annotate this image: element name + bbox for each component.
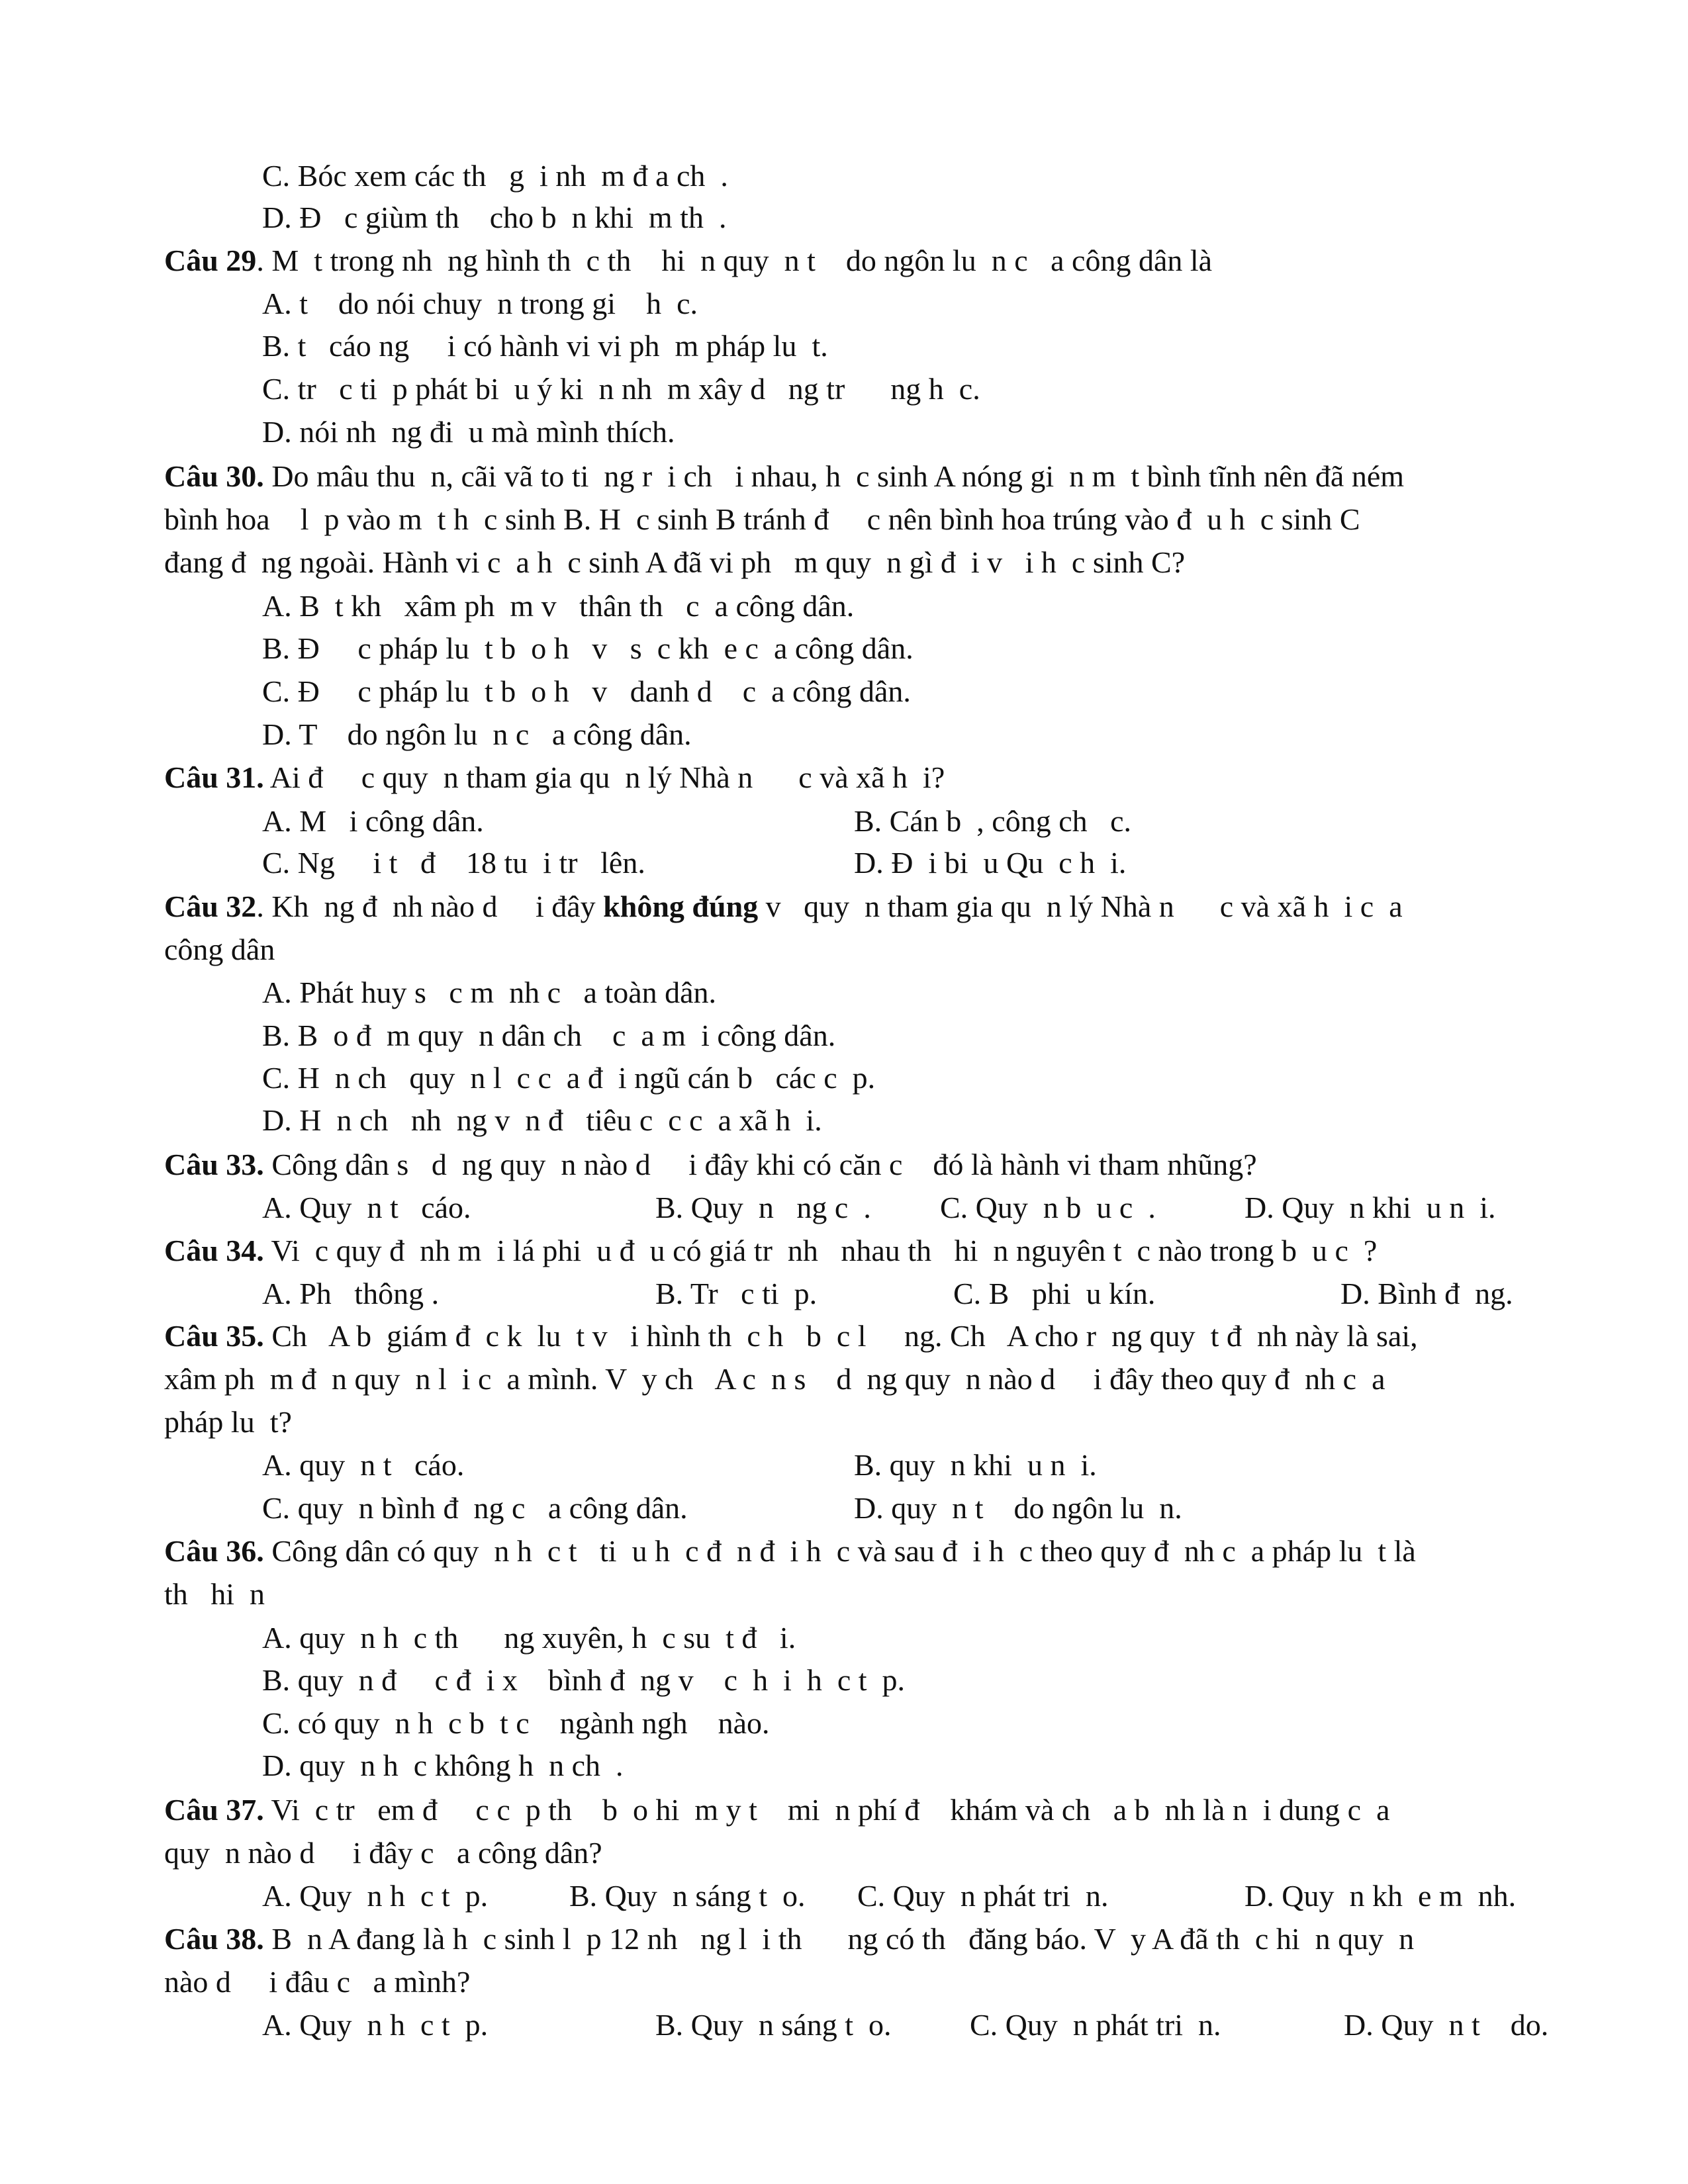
question-37 (164, 1795, 1390, 1825)
option-30d: D. T do ngôn lu n c a công dân. (262, 717, 692, 751)
question-34 (164, 1236, 1377, 1266)
question-text: Công dân s d ng quy n nào d i đây khi có căn c đó là hành vi tham nhũng? (263, 1148, 1257, 1181)
question-text: B n A đang là h c sinh l p 12 nh ng l i th ng có th đăng báo. V y A đã th c hi n quy n (263, 1922, 1415, 1956)
option-37b: B. Quy n sáng t o. (569, 1879, 806, 1913)
option-31c: C. Ng i t đ 18 tu i tr lên. (262, 846, 645, 880)
question-text: Ch A b giám đ c k lu t v i hình th c h b c l ng. Ch A cho r ng quy t đ nh này là sai, (263, 1319, 1418, 1353)
question-text: Vi c tr em đ c c p th b o hi m y t mi n phí đ khám và ch a b nh là n i dung c a (263, 1793, 1390, 1827)
option-32c: C. H n ch quy n l c c a đ i ngũ cán b các c p. (262, 1061, 876, 1095)
question-text: . M t trong nh ng hình th c th hi n quy n t do ngôn lu n c a công dân là (256, 244, 1213, 277)
option-38a: A. Quy n h c t p. (262, 2008, 489, 2042)
question-38 (164, 1924, 1414, 1954)
question-text: Ai đ c quy n tham gia qu n lý Nhà n c và xã h i? (263, 760, 945, 794)
question-35-cont-2: pháp lu t? (164, 1405, 292, 1439)
option-36a: A. quy n h c th ng xuyên, h c su t đ i. (262, 1621, 796, 1655)
option-36d: D. quy n h c không h n ch . (262, 1749, 624, 1782)
option-31b: B. Cán b , công ch c. (854, 804, 1132, 838)
question-36 (164, 1536, 1416, 1567)
option-37a: A. Quy n h c t p. (262, 1879, 489, 1913)
option-31d: D. Đ i bi u Qu c h i. (854, 846, 1127, 880)
option-37c: C. Quy n phát tri n. (857, 1879, 1109, 1913)
question-29 (164, 246, 1212, 276)
option-30c: C. Đ c pháp lu t b o h v danh d c a công dân. (262, 674, 911, 708)
option-35c: C. quy n bình đ ng c a công dân. (262, 1491, 688, 1525)
option-38d: D. Quy n t do. (1344, 2008, 1549, 2042)
question-30 (164, 461, 1404, 492)
question-35-cont-1: xâm ph m đ n quy n l i c a mình. V y ch A c n s d ng quy n nào d i đây theo quy đ nh c a (164, 1362, 1385, 1396)
option-28d: D. Đ c giùm th cho b n khi m th . (262, 201, 727, 234)
question-text: Do mâu thu n, cãi vã to ti ng r i ch i nhau, h c sinh A nóng gi n m t bình tĩnh nên đã ném (263, 459, 1405, 493)
question-text: . Kh ng đ nh nào d i đây không đúng v quy n tham gia qu n lý Nhà n c và xã h i c a (256, 889, 1403, 923)
question-label: Câu 31. (164, 760, 264, 794)
question-label: Câu 30. (164, 459, 264, 493)
question-label: Câu 33. (164, 1148, 264, 1181)
question-32 (164, 891, 1403, 922)
option-34d: D. Bình đ ng. (1340, 1277, 1513, 1310)
option-36c: C. có quy n h c b t c ngành ngh nào. (262, 1706, 770, 1740)
option-33a: A. Quy n t cáo. (262, 1191, 471, 1224)
question-label: Câu 29 (164, 244, 257, 277)
option-38c: C. Quy n phát tri n. (970, 2008, 1221, 2042)
question-label: Câu 37. (164, 1793, 264, 1827)
question-38-cont: nào d i đâu c a mình? (164, 1965, 471, 1999)
option-32d: D. H n ch nh ng v n đ tiêu c c c a xã h i. (262, 1103, 822, 1137)
option-29c: C. tr c ti p phát bi u ý ki n nh m xây d ng tr ng h c. (262, 372, 980, 406)
option-38b: B. Quy n sáng t o. (655, 2008, 892, 2042)
option-35a: A. quy n t cáo. (262, 1448, 465, 1482)
option-29b: B. t cáo ng i có hành vi vi ph m pháp lu t. (262, 329, 828, 363)
question-label: Câu 35. (164, 1319, 264, 1353)
question-31 (164, 762, 945, 793)
question-35 (164, 1321, 1418, 1351)
question-label: Câu 34. (164, 1234, 264, 1267)
option-37d: D. Quy n kh e m nh. (1244, 1879, 1517, 1913)
question-37-cont: quy n nào d i đây c a công dân? (164, 1836, 602, 1870)
question-label: Câu 38. (164, 1922, 264, 1956)
option-34c: C. B phi u kín. (953, 1277, 1156, 1310)
question-label: Câu 32 (164, 889, 257, 923)
option-35b: B. quy n khi u n i. (854, 1448, 1097, 1482)
option-29a: A. t do nói chuy n trong gi h c. (262, 287, 698, 320)
option-33c: C. Quy n b u c . (940, 1191, 1156, 1224)
question-32-cont: công dân (164, 933, 275, 966)
option-36b: B. quy n đ c đ i x bình đ ng v c h i h c t p. (262, 1663, 906, 1697)
option-34b: B. Tr c ti p. (655, 1277, 818, 1310)
question-33 (164, 1150, 1257, 1180)
option-32a: A. Phát huy s c m nh c a toàn dân. (262, 976, 717, 1009)
question-36-cont: th hi n (164, 1577, 265, 1611)
option-35d: D. quy n t do ngôn lu n. (854, 1491, 1182, 1525)
option-32b: B. B o đ m quy n dân ch c a m i công dân. (262, 1019, 836, 1052)
option-28c: C. Bóc xem các th g i nh m đ a ch . (262, 159, 728, 193)
option-29d: D. nói nh ng đi u mà mình thích. (262, 415, 675, 449)
option-30a: A. B t kh xâm ph m v thân th c a công dân. (262, 589, 855, 623)
question-30-cont-1: bình hoa l p vào m t h c sinh B. H c sinh B tránh đ c nên bình hoa trúng vào đ u h c sinh C (164, 502, 1360, 536)
question-30-cont-2: đang đ ng ngoài. Hành vi c a h c sinh A đã vi ph m quy n gì đ i v i h c sinh C? (164, 545, 1186, 579)
option-31a: A. M i công dân. (262, 804, 484, 838)
option-33d: D. Quy n khi u n i. (1244, 1191, 1496, 1224)
option-30b: B. Đ c pháp lu t b o h v s c kh e c a công dân. (262, 631, 914, 665)
emphasis-text: không đúng (603, 889, 759, 923)
question-text: Công dân có quy n h c t ti u h c đ n đ i h c và sau đ i h c theo quy đ nh c a pháp lu t là (263, 1534, 1416, 1568)
question-label: Câu 36. (164, 1534, 264, 1568)
option-34a: A. Ph thông . (262, 1277, 440, 1310)
option-33b: B. Quy n ng c . (655, 1191, 871, 1224)
question-text: Vi c quy đ nh m i lá phi u đ u có giá tr nh nhau th hi n nguyên t c nào trong b u c ? (263, 1234, 1378, 1267)
